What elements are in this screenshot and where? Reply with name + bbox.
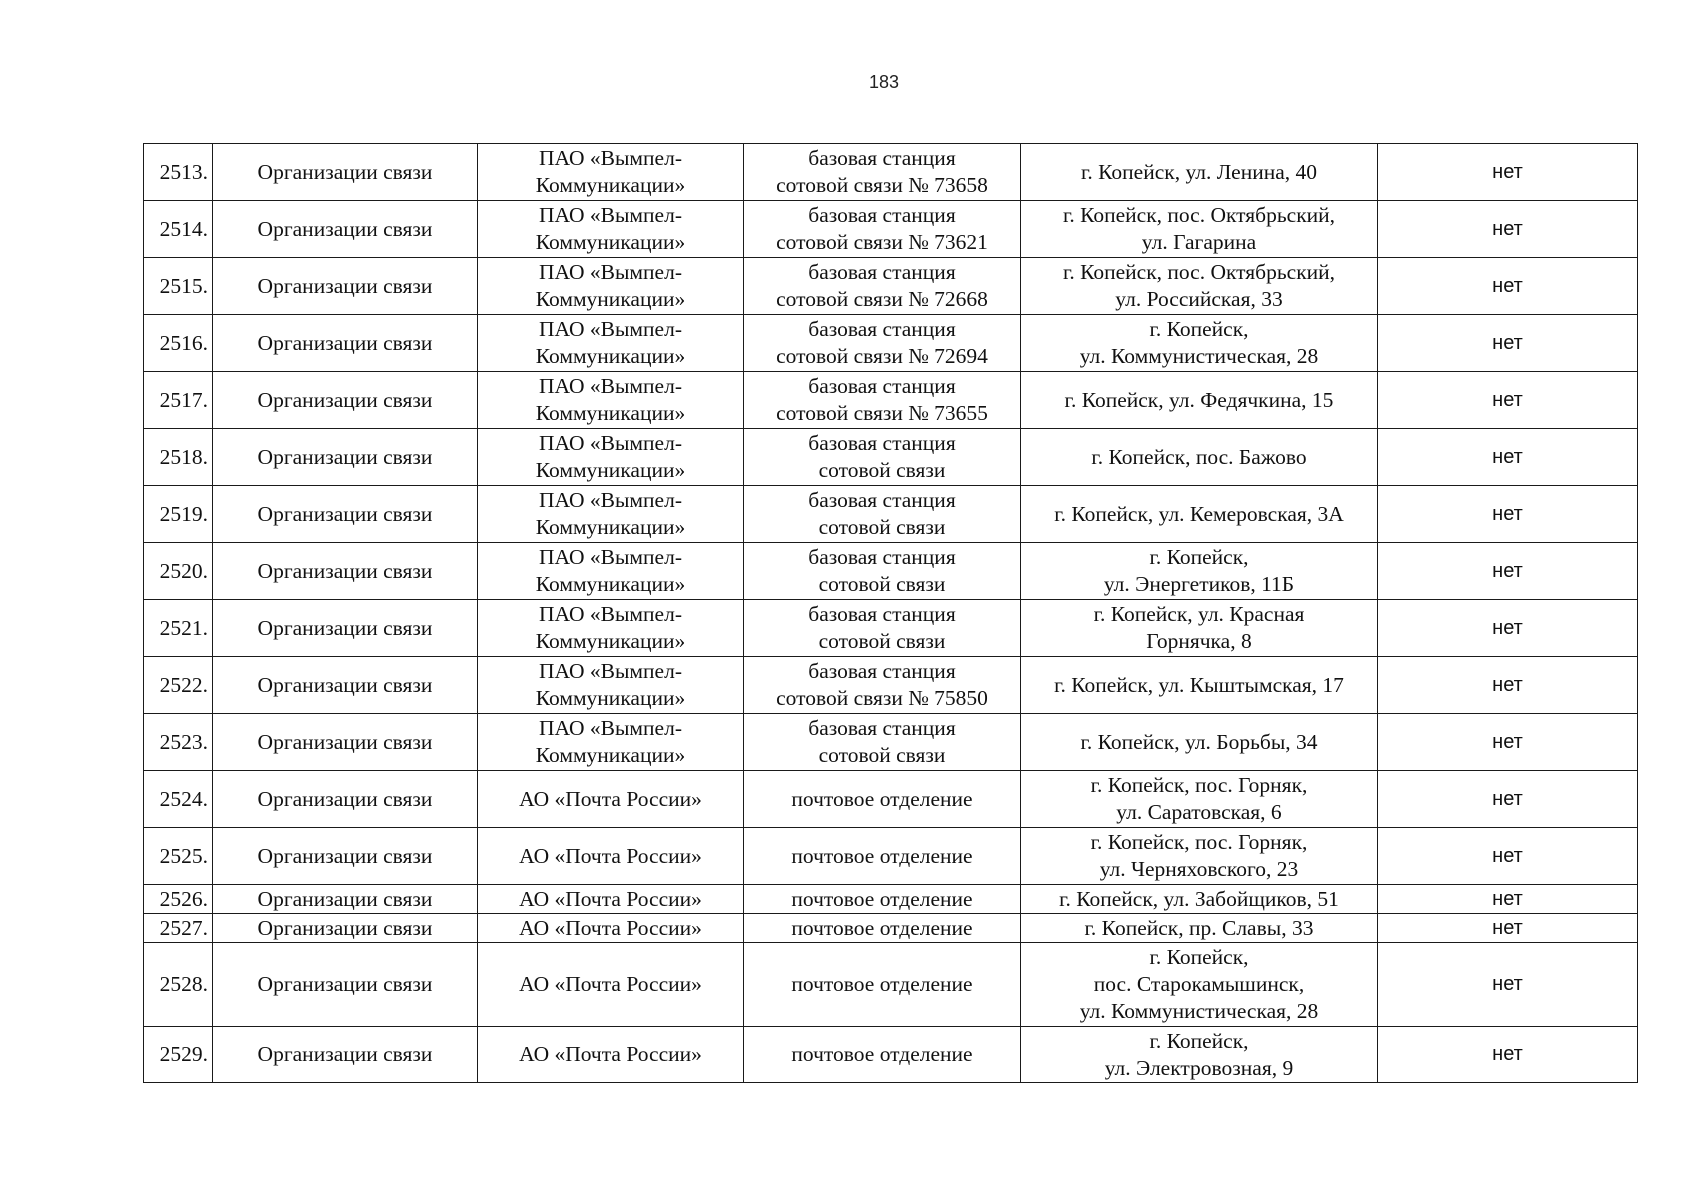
organization-cell: ПАО «Вымпел- Коммуникации»: [478, 429, 744, 486]
category-cell: Организации связи: [213, 543, 478, 600]
row-number-cell: 2523.: [144, 714, 213, 771]
row-number-cell: 2525.: [144, 828, 213, 885]
category-cell: Организации связи: [213, 714, 478, 771]
category-cell: Организации связи: [213, 600, 478, 657]
row-number-cell: 2519.: [144, 486, 213, 543]
category-cell: Организации связи: [213, 914, 478, 943]
table-row: [144, 543, 1638, 600]
status-cell: нет: [1378, 771, 1638, 828]
status-cell: нет: [1378, 914, 1638, 943]
table-row: [144, 600, 1638, 657]
address-cell: г. Копейск, ул. Коммунистическая, 28: [1021, 315, 1378, 372]
category-cell: Организации связи: [213, 657, 478, 714]
row-number-cell: 2518.: [144, 429, 213, 486]
status-cell: нет: [1378, 657, 1638, 714]
table-row: [144, 943, 1638, 1027]
address-cell: г. Копейск, пос. Горняк, ул. Саратовская, 6: [1021, 771, 1378, 828]
category-cell: Организации связи: [213, 771, 478, 828]
address-cell: г. Копейск, ул. Электровозная, 9: [1021, 1027, 1378, 1083]
category-cell: Организации связи: [213, 144, 478, 201]
organization-cell: АО «Почта России»: [478, 914, 744, 943]
row-number-cell: 2522.: [144, 657, 213, 714]
object-cell: базовая станция сотовой связи № 75850: [744, 657, 1021, 714]
row-number-cell: 2515.: [144, 258, 213, 315]
page-number: 183: [868, 72, 900, 92]
status-cell: нет: [1378, 315, 1638, 372]
row-number-cell: 2526.: [144, 885, 213, 914]
table-row: [144, 828, 1638, 885]
address-cell: г. Копейск, пос. Горняк, ул. Черняховского, 23: [1021, 828, 1378, 885]
object-cell: базовая станция сотовой связи: [744, 429, 1021, 486]
row-number-cell: 2527.: [144, 914, 213, 943]
address-cell: г. Копейск, пос. Октябрьский, ул. Гагарина: [1021, 201, 1378, 258]
organization-cell: ПАО «Вымпел- Коммуникации»: [478, 657, 744, 714]
address-cell: г. Копейск, пос. Старокамышинск, ул. Коммунистическая, 28: [1021, 943, 1378, 1027]
status-cell: нет: [1378, 543, 1638, 600]
status-cell: нет: [1378, 429, 1638, 486]
table-row: [144, 657, 1638, 714]
organization-cell: АО «Почта России»: [478, 943, 744, 1027]
status-cell: нет: [1378, 201, 1638, 258]
address-cell: г. Копейск, ул. Федячкина, 15: [1021, 372, 1378, 429]
table-row: [144, 885, 1638, 914]
status-cell: нет: [1378, 885, 1638, 914]
organization-cell: АО «Почта России»: [478, 885, 744, 914]
organization-cell: ПАО «Вымпел- Коммуникации»: [478, 600, 744, 657]
object-cell: базовая станция сотовой связи № 73621: [744, 201, 1021, 258]
category-cell: Организации связи: [213, 1027, 478, 1083]
category-cell: Организации связи: [213, 372, 478, 429]
status-cell: нет: [1378, 486, 1638, 543]
organization-cell: ПАО «Вымпел- Коммуникации»: [478, 486, 744, 543]
row-number-cell: 2513.: [144, 144, 213, 201]
status-cell: нет: [1378, 258, 1638, 315]
status-cell: нет: [1378, 828, 1638, 885]
row-number-cell: 2520.: [144, 543, 213, 600]
object-cell: базовая станция сотовой связи № 73655: [744, 372, 1021, 429]
row-number-cell: 2516.: [144, 315, 213, 372]
status-cell: нет: [1378, 943, 1638, 1027]
organization-cell: АО «Почта России»: [478, 1027, 744, 1083]
organization-cell: ПАО «Вымпел- Коммуникации»: [478, 144, 744, 201]
category-cell: Организации связи: [213, 486, 478, 543]
address-cell: г. Копейск, ул. Красная Горнячка, 8: [1021, 600, 1378, 657]
object-cell: почтовое отделение: [744, 771, 1021, 828]
table-row: [144, 258, 1638, 315]
table-row: [144, 201, 1638, 258]
category-cell: Организации связи: [213, 258, 478, 315]
status-cell: нет: [1378, 1027, 1638, 1083]
organization-cell: ПАО «Вымпел- Коммуникации»: [478, 543, 744, 600]
table-body: [144, 144, 1638, 1083]
table-row: [144, 1027, 1638, 1083]
organization-cell: АО «Почта России»: [478, 828, 744, 885]
status-cell: нет: [1378, 372, 1638, 429]
object-cell: базовая станция сотовой связи: [744, 486, 1021, 543]
table-row: [144, 144, 1638, 201]
category-cell: Организации связи: [213, 429, 478, 486]
address-cell: г. Копейск, пос. Бажово: [1021, 429, 1378, 486]
organization-cell: ПАО «Вымпел- Коммуникации»: [478, 258, 744, 315]
organization-cell: ПАО «Вымпел- Коммуникации»: [478, 372, 744, 429]
object-cell: базовая станция сотовой связи № 72668: [744, 258, 1021, 315]
address-cell: г. Копейск, пос. Октябрьский, ул. Российская, 33: [1021, 258, 1378, 315]
object-cell: почтовое отделение: [744, 828, 1021, 885]
row-number-cell: 2524.: [144, 771, 213, 828]
category-cell: Организации связи: [213, 201, 478, 258]
object-cell: базовая станция сотовой связи: [744, 600, 1021, 657]
object-cell: базовая станция сотовой связи № 73658: [744, 144, 1021, 201]
address-cell: г. Копейск, пр. Славы, 33: [1021, 914, 1378, 943]
category-cell: Организации связи: [213, 315, 478, 372]
row-number-cell: 2514.: [144, 201, 213, 258]
address-cell: г. Копейск, ул. Кемеровская, 3А: [1021, 486, 1378, 543]
row-number-cell: 2528.: [144, 943, 213, 1027]
address-cell: г. Копейск, ул. Борьбы, 34: [1021, 714, 1378, 771]
organization-cell: ПАО «Вымпел- Коммуникации»: [478, 714, 744, 771]
table-container: [143, 143, 1638, 1083]
object-cell: почтовое отделение: [744, 943, 1021, 1027]
organization-cell: ПАО «Вымпел- Коммуникации»: [478, 315, 744, 372]
category-cell: Организации связи: [213, 943, 478, 1027]
row-number-cell: 2517.: [144, 372, 213, 429]
object-cell: базовая станция сотовой связи № 72694: [744, 315, 1021, 372]
table-row: [144, 714, 1638, 771]
address-cell: г. Копейск, ул. Ленина, 40: [1021, 144, 1378, 201]
organization-cell: ПАО «Вымпел- Коммуникации»: [478, 201, 744, 258]
status-cell: нет: [1378, 600, 1638, 657]
address-cell: г. Копейск, ул. Забойщиков, 51: [1021, 885, 1378, 914]
organization-cell: АО «Почта России»: [478, 771, 744, 828]
table-row: [144, 771, 1638, 828]
status-cell: нет: [1378, 714, 1638, 771]
object-cell: почтовое отделение: [744, 885, 1021, 914]
data-table: [143, 143, 1638, 1083]
object-cell: базовая станция сотовой связи: [744, 714, 1021, 771]
object-cell: почтовое отделение: [744, 1027, 1021, 1083]
row-number-cell: 2521.: [144, 600, 213, 657]
table-row: [144, 429, 1638, 486]
category-cell: Организации связи: [213, 828, 478, 885]
table-row: [144, 486, 1638, 543]
row-number-cell: 2529.: [144, 1027, 213, 1083]
object-cell: почтовое отделение: [744, 914, 1021, 943]
address-cell: г. Копейск, ул. Кыштымская, 17: [1021, 657, 1378, 714]
address-cell: г. Копейск, ул. Энергетиков, 11Б: [1021, 543, 1378, 600]
table-row: [144, 914, 1638, 943]
status-cell: нет: [1378, 144, 1638, 201]
table-row: [144, 372, 1638, 429]
object-cell: базовая станция сотовой связи: [744, 543, 1021, 600]
table-row: [144, 315, 1638, 372]
category-cell: Организации связи: [213, 885, 478, 914]
